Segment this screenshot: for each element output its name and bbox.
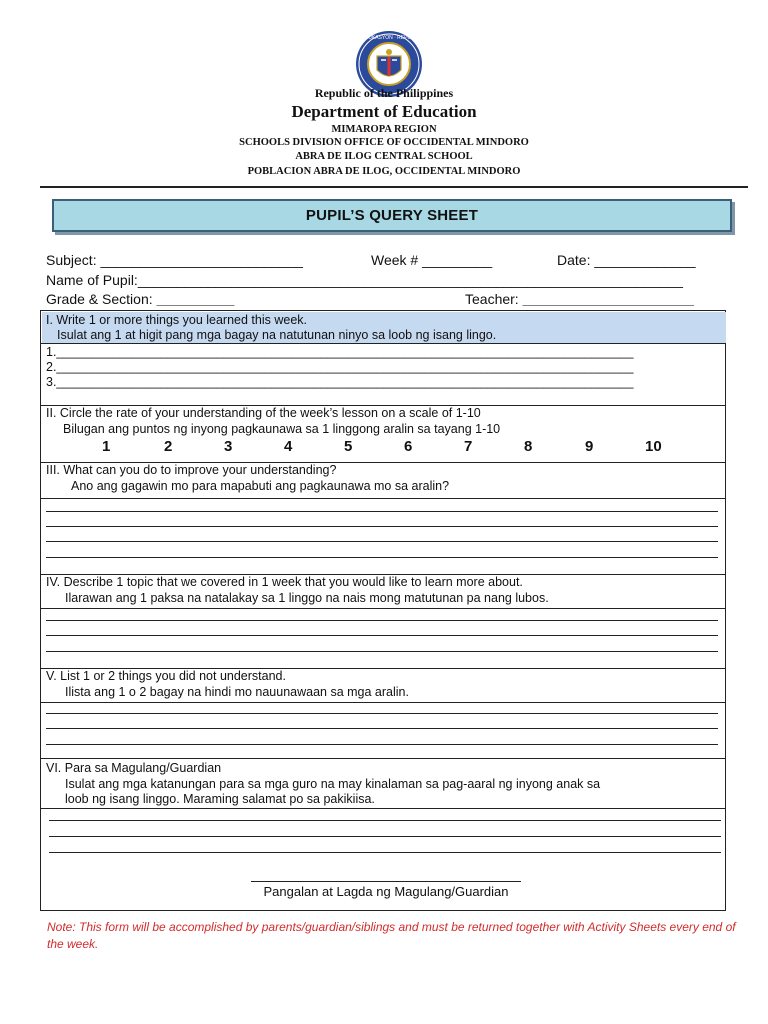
rating-2[interactable]: 2 — [164, 438, 173, 455]
section-3-header-divider — [41, 498, 725, 499]
section-1-header-divider — [41, 343, 725, 344]
section-6-prompt-filipino-1: Isulat ang mga katanungan para sa mga guro na may kinalaman sa pag-aaral ng inyong anak sa — [65, 777, 601, 791]
section-2-prompt-filipino: Bilugan ang puntos ng inyong pagkaunawa sa 1 linggong aralin sa tayang 1-10 — [63, 422, 501, 436]
answer-line[interactable] — [46, 728, 718, 729]
answer-line[interactable] — [46, 541, 718, 542]
grade-section-label: Grade & Section: — [46, 291, 153, 307]
answer-line[interactable] — [49, 820, 721, 821]
answer-line[interactable] — [46, 651, 718, 652]
pupil-name-field[interactable]: Name of Pupil:______________________________________________________________________ — [46, 272, 683, 288]
division-label: SCHOOLS DIVISION OFFICE OF OCCIDENTAL MINDORO — [239, 137, 529, 148]
section-3-prompt-filipino: Ano ang gagawin mo para mapabuti ang pagkaunawa mo sa aralin? — [71, 479, 450, 493]
section-5-prompt-filipino: Ilista ang 1 o 2 bagay na hindi mo nauunawaan sa mga aralin. — [65, 685, 409, 699]
section-divider — [41, 758, 725, 759]
footer-note: Note: This form will be accomplished by parents/guardian/siblings and must be returned together with Activity Sheets every end of the week. — [47, 920, 736, 951]
teacher-label: Teacher: — [465, 291, 519, 307]
address-label: POBLACION ABRA DE ILOG, OCCIDENTAL MINDORO — [247, 166, 521, 177]
answer-line[interactable] — [46, 557, 718, 558]
week-field[interactable]: Week # _________ — [371, 252, 493, 268]
rating-10[interactable]: 10 — [645, 438, 662, 455]
department-title: Department of Education — [291, 102, 477, 121]
grade-section-blank: __________ — [156, 291, 235, 307]
signature-label: Pangalan at Lagda ng Magulang/Guardian — [263, 884, 509, 899]
answer-line[interactable] — [46, 713, 718, 714]
section-6-prompt-filipino-2: loob ng isang linggo. Maraming salamat po sa pakikiisa. — [65, 792, 375, 806]
section-5-header-divider — [41, 702, 725, 703]
query-table — [40, 310, 726, 911]
sheet-title-text: PUPIL’S QUERY SHEET — [305, 207, 479, 224]
sheet-title — [52, 199, 732, 232]
region-label: MIMAROPA REGION — [331, 124, 437, 135]
section-1-answer-3[interactable]: 3.___________________________________________________________________________________ — [46, 375, 634, 389]
section-1-prompt: I. Write 1 or more things you learned this week. — [46, 313, 307, 327]
answer-line[interactable] — [46, 526, 718, 527]
section-1-answer-1[interactable]: 1.___________________________________________________________________________________ — [46, 345, 634, 359]
header-divider — [40, 186, 748, 188]
section-6-prompt: VI. Para sa Magulang/Guardian — [46, 761, 222, 775]
answer-line[interactable] — [49, 836, 721, 837]
signature-line[interactable] — [251, 881, 521, 882]
school-label: ABRA DE ILOG CENTRAL SCHOOL — [295, 151, 473, 162]
answer-line[interactable] — [46, 635, 718, 636]
rating-1[interactable]: 1 — [102, 438, 111, 455]
section-1-prompt-filipino: Isulat ang 1 at higit pang mga bagay na natutunan ninyo sa loob ng isang lingo. — [57, 328, 497, 342]
answer-line[interactable] — [46, 744, 718, 745]
section-6-header-divider — [41, 808, 725, 809]
subject-field[interactable]: Subject: __________________________ — [46, 252, 303, 268]
section-4-header-divider — [41, 608, 725, 609]
rating-5[interactable]: 5 — [344, 438, 353, 455]
answer-line[interactable] — [46, 511, 718, 512]
section-3-prompt: III. What can you do to improve your understanding? — [46, 463, 337, 477]
answer-line[interactable] — [46, 620, 718, 621]
section-4-prompt-filipino: Ilarawan ang 1 paksa na natalakay sa 1 linggo na nais mong matutunan pa nang lubos. — [65, 591, 549, 605]
teacher-blank: ______________________ — [522, 291, 694, 307]
republic-label: Republic of the Philippines — [314, 86, 454, 100]
section-1-answer-2[interactable]: 2.___________________________________________________________________________________ — [46, 360, 634, 374]
seal-text: KAGAWARAN NG EDUKASYON · REPUBLIKA NG PILIPINAS — [318, 35, 460, 41]
rating-7[interactable]: 7 — [464, 438, 473, 455]
rating-9[interactable]: 9 — [585, 438, 594, 455]
date-field[interactable]: Date: _____________ — [557, 252, 696, 268]
rating-8[interactable]: 8 — [524, 438, 533, 455]
grade-section-field[interactable] — [46, 291, 234, 307]
section-5-prompt: V. List 1 or 2 things you did not understand. — [46, 669, 286, 683]
rating-4[interactable]: 4 — [284, 438, 293, 455]
teacher-field[interactable] — [465, 291, 694, 307]
section-4-prompt: IV. Describe 1 topic that we covered in 1 week that you would like to learn more about. — [46, 575, 523, 589]
rating-3[interactable]: 3 — [224, 438, 233, 455]
answer-line[interactable] — [49, 852, 721, 853]
rating-6[interactable]: 6 — [404, 438, 413, 455]
section-2-prompt: II. Circle the rate of your understanding of the week’s lesson on a scale of 1-10 — [46, 406, 481, 420]
